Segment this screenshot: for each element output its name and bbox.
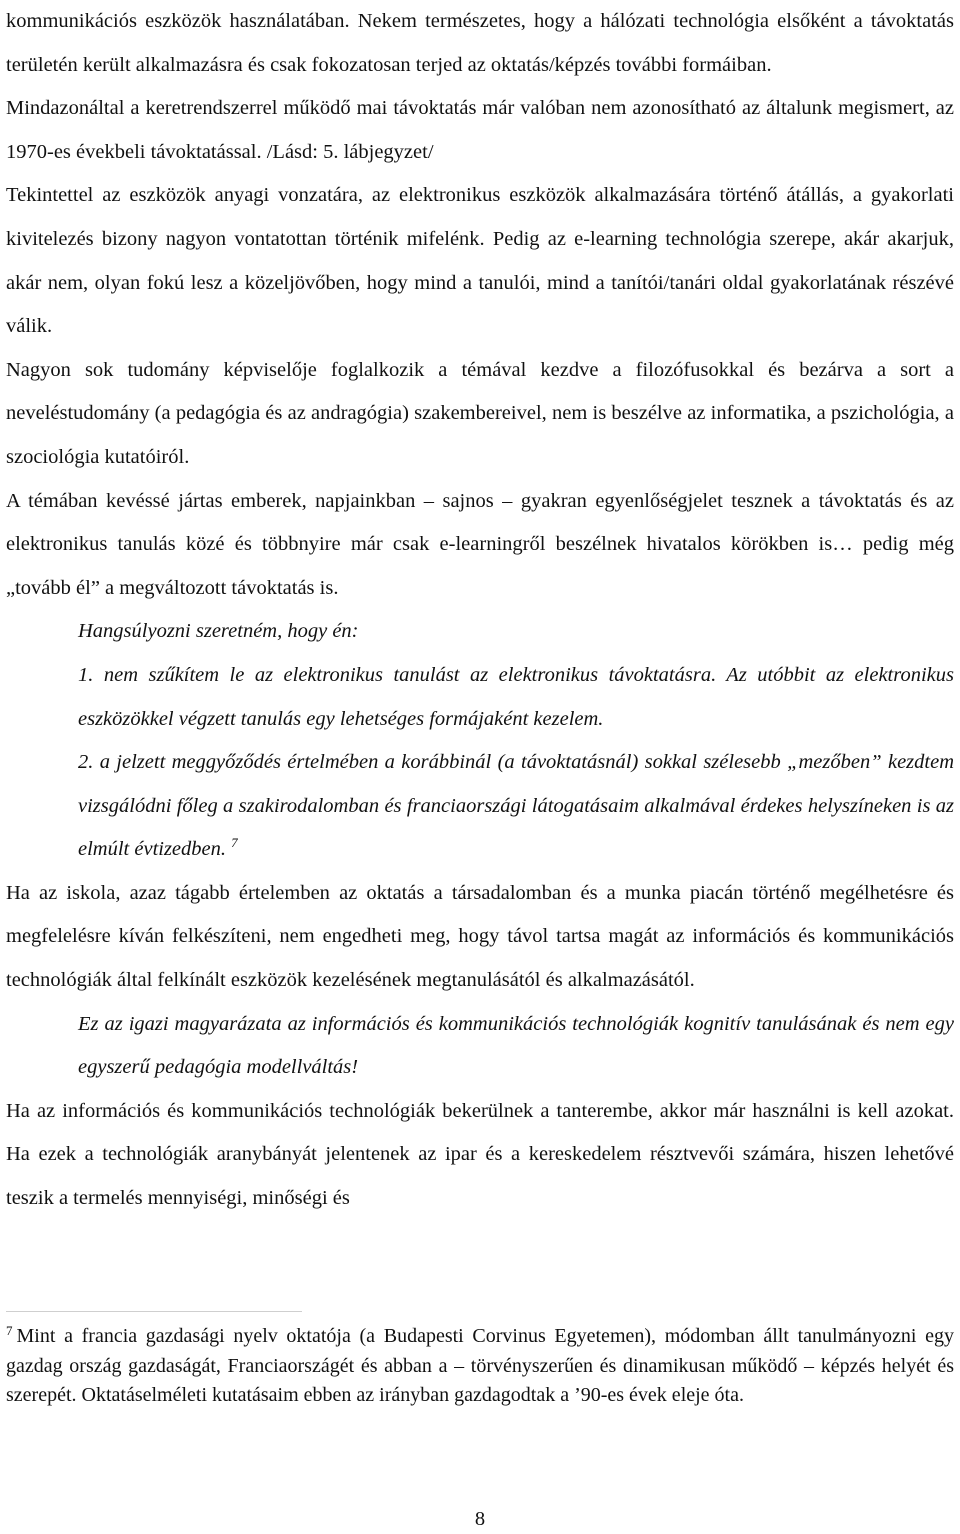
emphasis-intro <box>6 610 954 654</box>
paragraph-text: Hangsúlyozni szeretném, hogy én: <box>78 620 359 643</box>
paragraph-text: Tekintettel az eszközök anyagi vonzatára, az elektronikus eszközök alkalmazására történő átállás, a gyakorlati kivitelezés bizony nagyon vontatottan történik mifelénk. Pedig az e-learning technológia szerepe, akár akarjuk, akár nem, olyan fokú lesz a közeljövőben, hogy mind a tanulói, mind a tanítói/tanári oldal gyakorlatának részévé válik. <box>6 184 954 338</box>
footnote <box>6 1322 954 1411</box>
body-text <box>6 0 954 1221</box>
paragraph-text: Ez az igazi magyarázata az információs és kommunikációs technológiák kognitív tanulásának és nem egy egyszerű pedagógia modellváltás! <box>78 1012 954 1079</box>
paragraph <box>6 349 954 480</box>
paragraph <box>6 87 954 174</box>
paragraph <box>6 872 954 1003</box>
footnote-mark: 7 <box>6 1323 13 1338</box>
paragraph <box>6 1090 954 1221</box>
numbered-point-1 <box>6 654 954 741</box>
footnote-reference: 7 <box>231 835 238 851</box>
numbered-point-2 <box>6 741 954 872</box>
paragraph-text: 1. nem szűkítem le az elektronikus tanulást az elektronikus távoktatásra. Az utóbbit az elektronikus eszközökkel végzett tanulás egy lehetséges formájaként kezelem. <box>78 663 954 730</box>
footnote-text: Mint a francia gazdasági nyelv oktatója (a Budapesti Corvinus Egyetemen), módomban állt tanulmányozni egy gazdag ország gazdaságát, Franciaországét és abban a – törvényszerűen és dinamikusan működő – képzés helyét és szerepét. Oktatáselméleti kutatásaim ebben az irányban gazdagodtak a ’90-es évek eleje óta. <box>6 1325 954 1406</box>
emphasis-statement <box>6 1003 954 1090</box>
paragraph-text: A témában kevéssé jártas emberek, napjainkban – sajnos – gyakran egyenlőségjelet tesznek a távoktatás és az elektronikus tanulás közé és többnyire már csak e-learningről beszélnek hivatalos körökben is… pedig még „tovább él” a megváltozott távoktatás is. <box>6 489 954 599</box>
footnote-separator <box>6 1311 302 1312</box>
paragraph <box>6 0 954 87</box>
paragraph-text: Ha az iskola, azaz tágabb értelemben az oktatás a társadalomban és a munka piacán történő megélhetésre és megfelelésre kíván felkészíteni, nem engedheti meg, hogy távol tartsa magát az információs és kommunikációs technológiák által felkínált eszközök kezelésének megtanulásától és alkalmazásától. <box>6 881 954 992</box>
paragraph-text: 2. a jelzett meggyőződés értelmében a korábbinál (a távoktatásnál) sokkal szélesebb „mezőben” kezdtem vizsgálódni főleg a szakirodalomban és franciaországi látogatásaim alkalmával érdekes helyszíneken is az elmúlt évtizedben. <box>78 751 954 861</box>
paragraph-text: Mindazonáltal a keretrendszerrel működő mai távoktatás már valóban nem azonosítható az általunk megismert, az 1970-es évekbeli távoktatással. /Lásd: 5. lábjegyzet/ <box>6 97 954 163</box>
paragraph-text: kommunikációs eszközök használatában. Nekem természetes, hogy a hálózati technológia elsőként a távoktatás területén került alkalmazásra és csak fokozatosan terjed az oktatás/képzés további formáiban. <box>6 10 954 76</box>
paragraph <box>6 174 954 348</box>
page-number: 8 <box>474 1508 486 1530</box>
paragraph <box>6 480 954 611</box>
paragraph-text: Ha az információs és kommunikációs technológiák bekerülnek a tanterembe, akkor már használni is kell azokat. Ha ezek a technológiák aranybányát jelentenek az ipar és a kereskedelem résztvevői számára, hiszen lehetővé teszik a termelés mennyiségi, minőségi és <box>6 1099 954 1210</box>
paragraph-text: Nagyon sok tudomány képviselője foglalkozik a témával kezdve a filozófusokkal és bezárva a sort a neveléstudomány (a pedagógia és az andragógia) szakembereivel, nem is beszélve az informatika, a pszichológia, a szociológia kutatóiról. <box>6 358 954 468</box>
